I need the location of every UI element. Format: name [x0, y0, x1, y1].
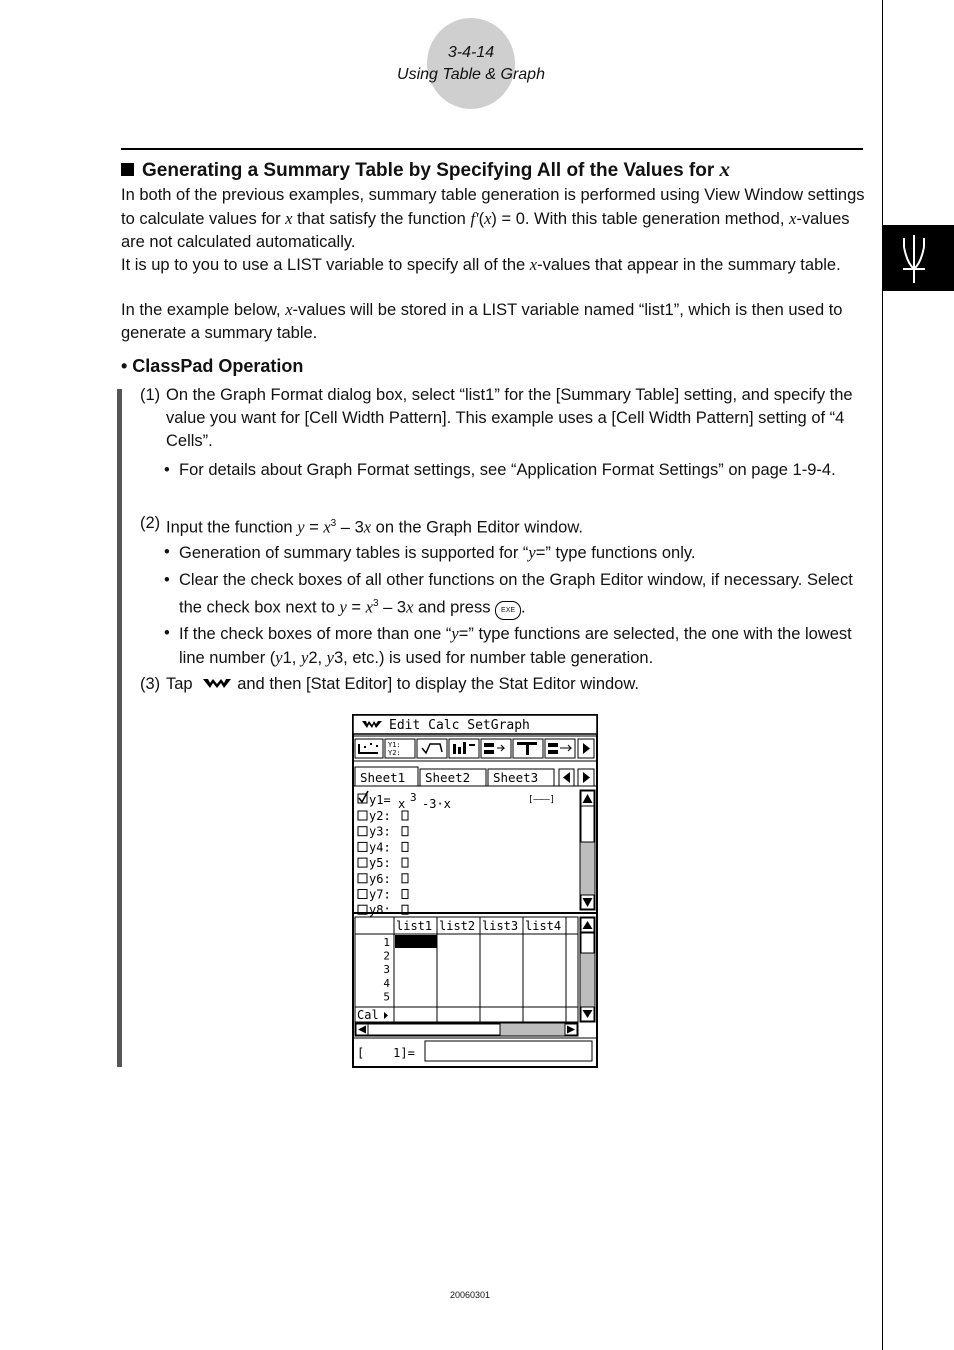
- menu-icon: [202, 676, 232, 690]
- step-2-bullet-3: • If the check boxes of more than one “y=” type functions are selected, the one with the lowest line number (y1, y2, y3, etc.) is used for number table generation.: [164, 624, 852, 667]
- function-checkbox[interactable]: [358, 811, 367, 820]
- function-checkbox[interactable]: [358, 890, 367, 899]
- tab-sheet3-label: Sheet3: [493, 770, 539, 785]
- function-input[interactable]: [402, 874, 408, 883]
- y1-x: x: [398, 797, 406, 811]
- table-horizontal-scrollbar[interactable]: [355, 1023, 578, 1036]
- svg-text:Y1:: Y1:: [388, 741, 401, 749]
- page-number-badge: [427, 18, 515, 109]
- function-label: y2:: [369, 809, 391, 823]
- row-number: 3: [383, 963, 390, 977]
- operation-side-bar: [117, 389, 122, 1067]
- y1-label: y1=: [369, 793, 391, 807]
- function-checkbox[interactable]: [358, 858, 367, 867]
- function-input[interactable]: [402, 811, 408, 820]
- function-input[interactable]: [402, 842, 408, 851]
- step-2-bullet-1: • Generation of summary tables is supported for “y=” type functions only.: [164, 543, 696, 562]
- h-scroll-thumb[interactable]: [368, 1024, 500, 1035]
- classpad-operation-heading: • ClassPad Operation: [121, 356, 304, 376]
- svg-text:Y2:: Y2:: [388, 749, 401, 757]
- chapter-tab: [883, 225, 954, 291]
- tab-sheet2-label: Sheet2: [425, 770, 471, 785]
- step-1: (1) On the Graph Format dialog box, select “list1” for the [Summary Table] setting, and specify the value you want for [Cell Width Pattern]. This example uses a [Cell Width Pattern] setting of “4 Cells”.: [140, 386, 853, 450]
- sheet-tabs: [353, 767, 597, 786]
- cell-entry-input[interactable]: [425, 1041, 592, 1061]
- y1-expression[interactable]: -3·x: [422, 797, 451, 811]
- table-vertical-scrollbar[interactable]: [580, 917, 595, 1022]
- function-label: y3:: [369, 824, 391, 839]
- function-label: y6:: [369, 871, 391, 886]
- function-checkbox[interactable]: [358, 842, 367, 851]
- function-input[interactable]: [402, 858, 408, 867]
- function-input[interactable]: [402, 827, 408, 836]
- step-3: (3) Tap and then [Stat Editor] to display the Stat Editor window.: [140, 675, 639, 693]
- menu-bar[interactable]: [353, 715, 597, 734]
- square-bullet-icon: [121, 163, 134, 176]
- exe-key-icon: EXE: [495, 601, 521, 620]
- step-1-bullet: • For details about Graph Format settings, see “Application Format Settings” on page 1-9-4.: [164, 461, 836, 479]
- menu-items[interactable]: Edit Calc SetGraph: [389, 718, 530, 733]
- section-title: Using Table & Graph: [397, 66, 545, 83]
- tab-sheet1-label: Sheet1: [360, 770, 406, 785]
- step-2: (2) Input the function $y = x^3 - 3x$ on the Graph Editor window.: [140, 514, 583, 537]
- function-label: y8:: [369, 903, 391, 918]
- y1-exponent: 3: [410, 791, 417, 804]
- row-number: 5: [383, 990, 390, 1004]
- row-number: 1: [383, 936, 390, 949]
- intro-paragraph-2: It is up to you to use a LIST variable to specify all of the x-values that appear in the summary table.: [121, 255, 841, 274]
- page-number: 3-4-14: [447, 44, 495, 61]
- row-number: 4: [383, 976, 390, 990]
- y1-range-selector[interactable]: [———]: [528, 795, 556, 805]
- step-2-bullet-2: • Clear the check boxes of all other functions on the Graph Editor window, if necessary. Select the check box next to $y = x^3 - 3x$ and press EXE .: [164, 569, 864, 620]
- cal-row-label[interactable]: Cal: [357, 1008, 379, 1022]
- column-header-list1[interactable]: list1: [396, 919, 433, 933]
- table-scroll-thumb[interactable]: [581, 933, 594, 953]
- stat-table: [355, 917, 578, 1022]
- editor-scrollbar[interactable]: [580, 790, 595, 910]
- classpad-screen: [352, 714, 598, 1068]
- function-label: y4:: [369, 840, 391, 855]
- cell-reference-label: [ 1]=: [357, 1046, 415, 1060]
- column-header-list4[interactable]: list4: [525, 919, 562, 933]
- function-checkbox[interactable]: [358, 827, 367, 836]
- graph-editor: [355, 788, 581, 917]
- function-input[interactable]: [402, 890, 408, 899]
- right-margin-rule: [882, 0, 883, 1350]
- column-header-list3[interactable]: list3: [482, 919, 519, 933]
- intro-paragraph-1: In both of the previous examples, summary table generation is performed using View Window settings to calculate values for x that satisfy the function f'(x) = 0. With this table generation method, x-values are not calculated automatically.: [121, 186, 865, 251]
- footer-code: 20060301: [449, 1290, 491, 1300]
- function-label: y7:: [369, 887, 391, 902]
- row-number: 2: [383, 949, 390, 963]
- column-header-list2[interactable]: list2: [439, 919, 476, 933]
- intro-paragraph-3: In the example below, x-values will be stored in a LIST variable named “list1”, which is then used to generate a summary table.: [121, 300, 843, 342]
- function-checkbox[interactable]: [358, 874, 367, 883]
- graph-table-icon: [883, 225, 954, 291]
- scroll-thumb[interactable]: [581, 806, 594, 842]
- function-label: y5:: [369, 856, 391, 871]
- section-heading: Generating a Summary Table by Specifying All of the Values for x: [121, 157, 730, 182]
- selected-cell[interactable]: [395, 935, 437, 948]
- heading-rule: [121, 148, 863, 150]
